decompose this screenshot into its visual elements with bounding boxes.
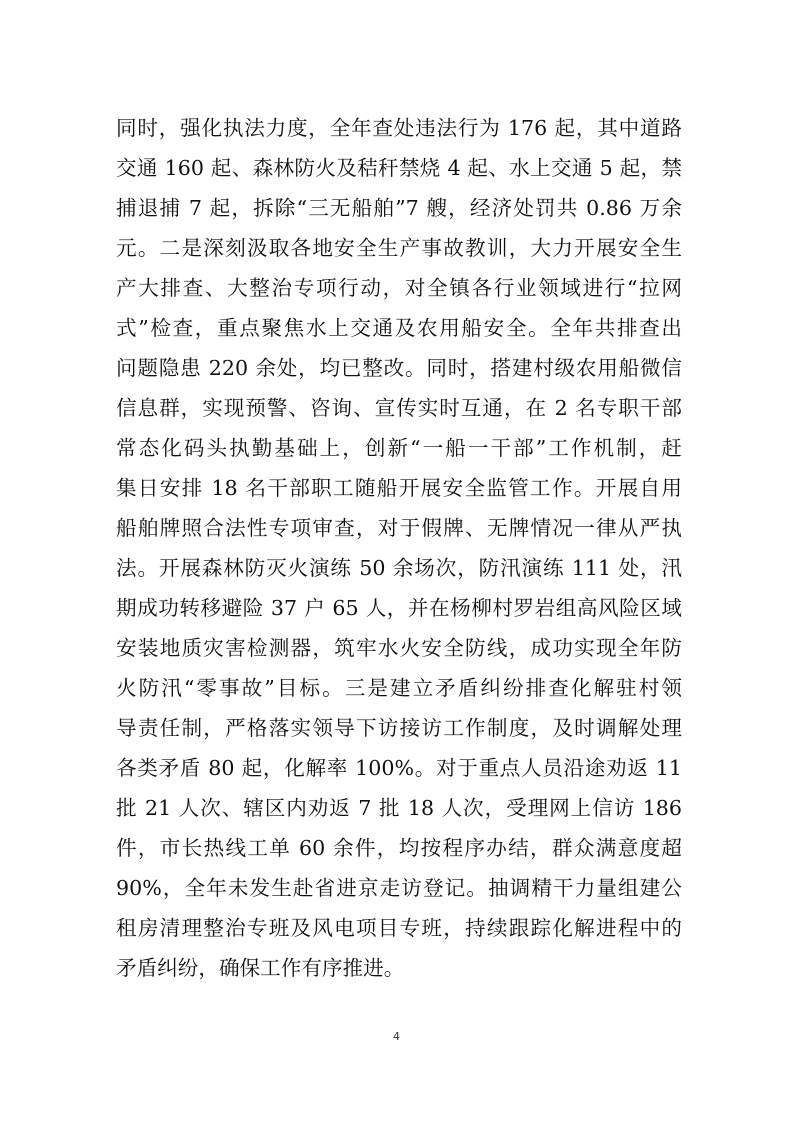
text-line: 90%，全年未发生赴省进京走访登记。抽调精干力量组建公 — [116, 876, 682, 900]
text-line: 火防汛“零事故”目标。三是建立矛盾纠纷排查化解驻村领 — [116, 676, 682, 700]
text-line: 船舶牌照合法性专项审查，对于假牌、无牌情况一律从严执 — [116, 516, 682, 540]
text-line: 同时，强化执法力度，全年查处违法行为 176 起，其中道路 — [116, 116, 682, 140]
text-line: 常态化码头执勤基础上，创新“一船一干部”工作机制，赶 — [116, 436, 682, 460]
text-line: 租房清理整治专班及风电项目专班，持续跟踪化解进程中的 — [116, 916, 682, 940]
text-line: 批 21 人次、辖区内劝返 7 批 18 人次，受理网上信访 186 — [116, 796, 682, 820]
text-line: 信息群，实现预警、咨询、宣传实时互通，在 2 名专职干部 — [116, 396, 682, 420]
text-line: 件，市长热线工单 60 余件，均按程序办结，群众满意度超 — [116, 836, 682, 860]
text-line: 矛盾纠纷，确保工作有序推进。 — [116, 956, 405, 980]
body-paragraph — [116, 108, 682, 988]
text-line: 各类矛盾 80 起，化解率 100%。对于重点人员沿途劝返 11 — [116, 756, 682, 780]
text-line: 产大排查、大整治专项行动，对全镇各行业领域进行“拉网 — [116, 276, 682, 300]
text-line: 期成功转移避险 37 户 65 人，并在杨柳村罗岩组高风险区域 — [116, 596, 682, 620]
text-line: 交通 160 起、森林防火及秸秆禁烧 4 起、水上交通 5 起，禁 — [116, 156, 682, 180]
page-number: 4 — [393, 1030, 400, 1043]
text-line: 问题隐患 220 余处，均已整改。同时，搭建村级农用船微信 — [116, 356, 682, 380]
text-line: 法。开展森林防灭火演练 50 余场次，防汛演练 111 处，汛 — [116, 556, 682, 580]
text-line: 导责任制，严格落实领导下访接访工作制度，及时调解处理 — [116, 716, 682, 740]
text-line: 元。二是深刻汲取各地安全生产事故教训，大力开展安全生 — [116, 236, 682, 260]
text-line: 式”检查，重点聚焦水上交通及农用船安全。全年共排查出 — [116, 316, 682, 340]
text-line: 集日安排 18 名干部职工随船开展安全监管工作。开展自用 — [116, 476, 682, 500]
text-line: 捕退捕 7 起，拆除“三无船舶”7 艘，经济处罚共 0.86 万余 — [116, 196, 682, 220]
text-line: 安装地质灾害检测器，筑牢水火安全防线，成功实现全年防 — [116, 636, 682, 660]
